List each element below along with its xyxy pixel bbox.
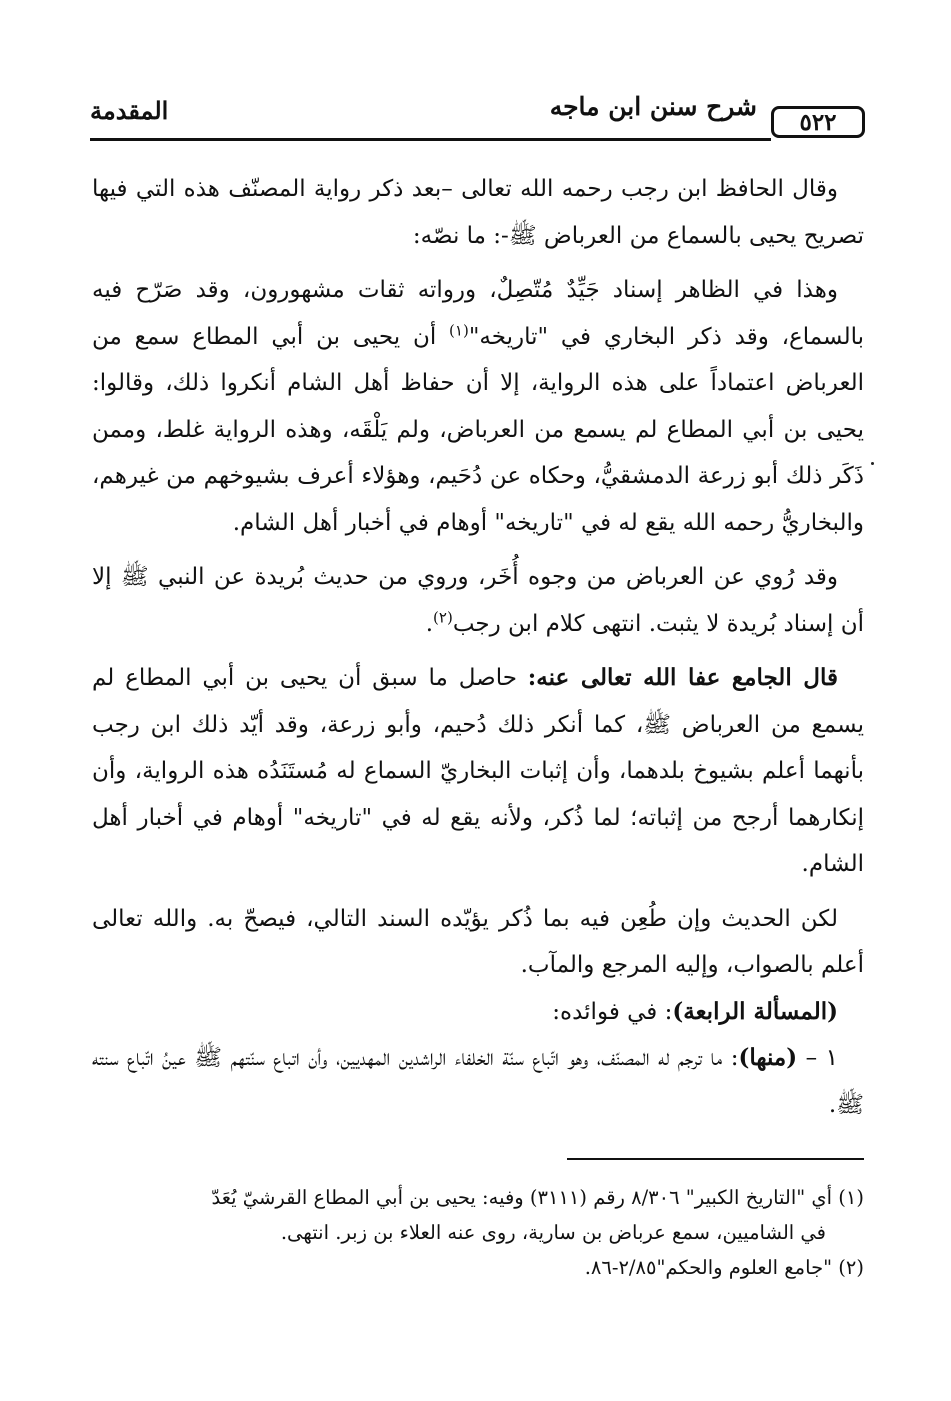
list-number: ١ – bbox=[797, 1045, 838, 1071]
running-section-title: المقدمة bbox=[90, 96, 169, 125]
footnote-1-line-2: في الشاميين، سمع عرباض بن سارية، روى عنه العلاء بن زبر. انتهى. bbox=[280, 1221, 826, 1244]
paragraph-conclusion: لكن الحديث وإن طُعِن فيه بما ذُكر يؤيّده السند التالي، فيصحّ به. والله تعالى أعلم بالصواب، وإليه المرجع والمآب. bbox=[92, 905, 864, 978]
footnotes bbox=[92, 1180, 864, 1285]
benefit-heading: (منها) bbox=[738, 1044, 798, 1071]
stray-mark bbox=[871, 462, 874, 465]
header-rule bbox=[90, 138, 771, 141]
paragraph-text: أن يحيى بن أبي المطاع سمع من العرباض اعتماداً على هذه الرواية، إلا أن حفاظ أهل الشام أنكروا ذلك، وقالوا: يحيى بن أبي المطاع لم يسمع من العرباض، ولم يَلْقَه، وهذه الرواية غلط، وممن ذَكَر ذلك أبو زرعة الدمشقيُّ، وحكاه عن دُحَيم، وهؤلاء أعرف بشيوخهم من غيرهم، والبخاريُّ رحمه الله يقع له في "تاريخه" أوهام في أخبار أهل الشام. bbox=[92, 323, 864, 536]
footnote-ref-2[interactable]: (٢) bbox=[433, 607, 453, 626]
main-text bbox=[92, 166, 864, 1128]
footnote-separator bbox=[567, 1158, 864, 1160]
footnote-2: (٢) "جامع العلوم والحكم"٢/٨٥-٨٦. bbox=[584, 1256, 864, 1279]
footnote-1-line-1: (١) أي "التاريخ الكبير" ٨/٣٠٦ رقم (٣١١١) وفيه: يحيى بن أبي المطاع القرشيّ يُعَدّ bbox=[211, 1186, 864, 1209]
paragraph-text: : في فوائده: bbox=[552, 998, 673, 1025]
paragraph-text: حاصل ما سبق أن يحيى بن أبي المطاع لم يسمع من العرباض ﷺ، كما أنكر ذلك دُحيم، وأبو زرعة، وقد أيّد ذلك ابن رجب بأنهما أعلم بشيوخ بلدهما، وأن إثبات البخاريّ السماع له مُستَنَدُه هذه الرواية، وأن إنكارهما أرجح من إثباته؛ لما ذُكر، ولأنه يقع له في "تاريخه" أوهام في أخبار أهل الشام. bbox=[92, 665, 864, 877]
paragraph-compiler-note bbox=[92, 655, 864, 888]
page-number-badge: ٥٢٢ bbox=[771, 106, 865, 138]
footnote-ref-1[interactable]: (١) bbox=[449, 320, 469, 339]
paragraph-issue-four bbox=[92, 989, 864, 1036]
paragraph-text: : ما ترجم له المصنّف، وهو اتّباع سنّة الخلفاء الراشدين المهديين، وأن اتباع سنّتهم ﷺ عينُ اتّباع سنته ﷺ. bbox=[92, 1045, 864, 1118]
issue-heading: (المسألة الرابعة) bbox=[672, 997, 838, 1025]
paragraph-ibn-rajab-quote bbox=[92, 267, 864, 546]
paragraph-text: وهذا في الظاهر إسناد جَيِّدٌ مُتّصِلٌ، ورواته ثقات مشهورون، وقد صَرّح فيه بالسماع، وقد ذكر البخاري في "تاريخه" bbox=[92, 277, 864, 350]
paragraph-quote-intro: وقال الحافظ ابن رجب رحمه الله تعالى –بعد ذكر رواية المصنّف هذه التي فيها تصريح يحيى بالسماع من العرباض ﷺ-: ما نصّه: bbox=[92, 176, 864, 249]
compiler-heading: قال الجامع عفا الله تعالى عنه: bbox=[527, 664, 838, 691]
paragraph-other-routes bbox=[92, 554, 864, 647]
paragraph-benefit-one bbox=[92, 1035, 864, 1128]
paragraph-text: وقد رُوي عن العرباض من وجوه أُخَر، وروي من حديث بُريدة عن النبي ﷺ إلا أن إسناد بُريدة لا يثبت. انتهى كلام ابن رجب bbox=[92, 564, 864, 637]
paragraph-text: . bbox=[425, 610, 434, 637]
running-book-title: شرح سنن ابن ماجه bbox=[549, 92, 757, 121]
page-header bbox=[90, 92, 865, 148]
